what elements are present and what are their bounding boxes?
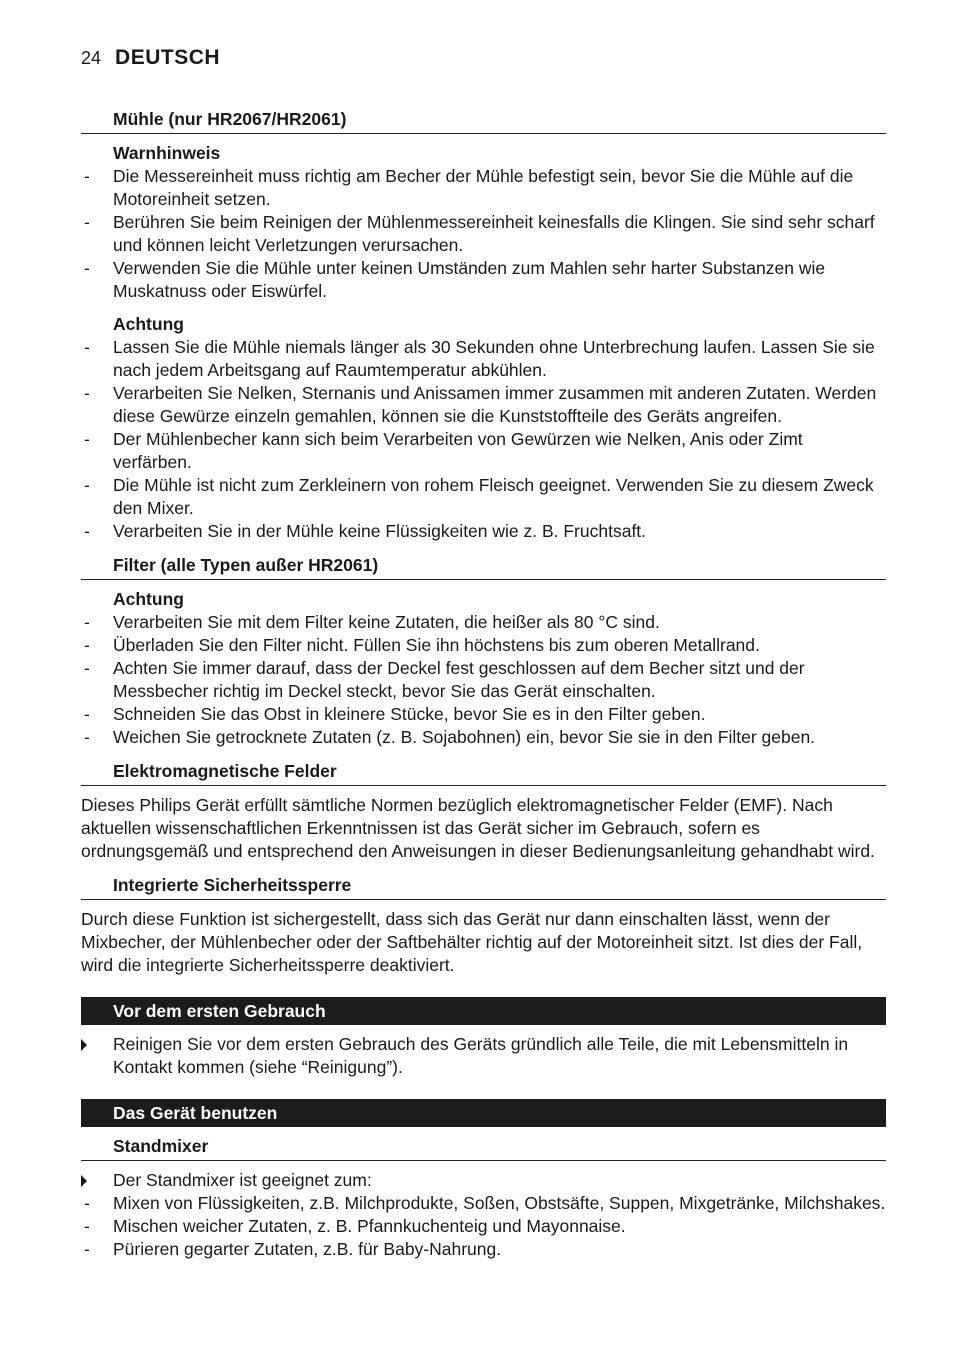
section-title-muehle: Mühle (nur HR2067/HR2061) [113,109,347,129]
list-item: - Überladen Sie den Filter nicht. Füllen Sie ihn höchstens bis zum oberen Metallrand. [81,634,886,657]
list-item: - Verwenden Sie die Mühle unter keinen Umständen zum Mahlen sehr harter Substanzen wie Muskatnuss oder Eiswürfel. [81,257,886,303]
section-rule [81,785,886,786]
page-header [81,46,220,76]
section-title-filter: Filter (alle Typen außer HR2061) [113,555,379,575]
standmixer-label: Standmixer [113,1136,209,1156]
triangle-bullet-icon [81,1175,87,1187]
warnhinweis-label: Warnhinweis [113,143,221,163]
list-item: - Verarbeiten Sie in der Mühle keine Flüssigkeiten wie z. B. Fruchtsaft. [81,520,886,543]
step-text: Der Standmixer ist geeignet zum: [113,1170,372,1190]
step-text: Reinigen Sie vor dem ersten Gebrauch des Geräts gründlich alle Teile, die mit Lebensmitteln in Kontakt kommen (siehe “Reinigung”). [113,1034,849,1077]
list-item: - Berühren Sie beim Reinigen der Mühlenmessereinheit keinesfalls die Klingen. Sie sind sehr scharf und können leicht Verletzungen verursachen. [81,211,886,257]
achtung-label: Achtung [113,314,184,334]
list-item: - Die Messereinheit muss richtig am Becher der Mühle befestigt sein, bevor Sie die Mühle auf die Motoreinheit setzen. [81,165,886,211]
list-item: - Mischen weicher Zutaten, z. B. Pfannkuchenteig und Mayonnaise. [81,1215,886,1238]
step-item [81,1169,886,1192]
language-heading: DEUTSCH [115,46,221,69]
list-item: - Schneiden Sie das Obst in kleinere Stücke, bevor Sie es in den Filter geben. [81,703,886,726]
section-bar-benutzen: Das Gerät benutzen [81,1099,886,1127]
sperre-paragraph: Durch diese Funktion ist sichergestellt, dass sich das Gerät nur dann einschalten lässt, wenn der Mixbecher, der Mühlenbecher oder der Saftbehälter richtig auf der Motoreinheit sitzt. Ist dies der Fall, wird die integrierte Sicherheitssperre deaktiviert. [81,909,863,975]
achtung-label: Achtung [113,589,184,609]
section-rule [81,899,886,900]
list-item: - Achten Sie immer darauf, dass der Deckel fest geschlossen auf dem Becher sitzt und der Messbecher richtig im Deckel steckt, bevor Sie das Gerät einschalten. [81,657,886,703]
list-item: - Weichen Sie getrocknete Zutaten (z. B. Sojabohnen) ein, bevor Sie sie in den Filter geben. [81,726,886,749]
section-title-sperre: Integrierte Sicherheitssperre [113,875,352,895]
achtung-list-filter [81,611,886,749]
step-item [81,1033,886,1079]
page-content [81,107,886,1261]
section-rule [81,579,886,580]
list-item: - Pürieren gegarter Zutaten, z.B. für Baby-Nahrung. [81,1238,886,1261]
list-item: - Lassen Sie die Mühle niemals länger als 30 Sekunden ohne Unterbrechung laufen. Lassen Sie sie nach jedem Arbeitsgang auf Raumtemperatur abkühlen. [81,336,886,382]
emf-paragraph: Dieses Philips Gerät erfüllt sämtliche Normen bezüglich elektromagnetischer Felder (EMF). Nach aktuellen wissenschaftlichen Erkenntnissen ist das Gerät sicher im Gebrauch, sofern es ordnungsgemäß und entsprechend den Anweisungen in dieser Bedienungsanleitung gehandhabt wird. [81,795,875,861]
standmixer-list [81,1192,886,1261]
list-item: - Mixen von Flüssigkeiten, z.B. Milchprodukte, Soßen, Obstsäfte, Suppen, Mixgetränke, Milchshakes. [81,1192,886,1215]
list-item: - Die Mühle ist nicht zum Zerkleinern von rohem Fleisch geeignet. Verwenden Sie zu diesem Zweck den Mixer. [81,474,886,520]
section-bar-vor-gebrauch: Vor dem ersten Gebrauch [81,997,886,1025]
page-number: 24 [81,48,102,68]
list-item: - Verarbeiten Sie Nelken, Sternanis und Anissamen immer zusammen mit anderen Zutaten. Werden diese Gewürze einzeln gemahlen, können sie die Kunststoffteile des Geräts angreifen. [81,382,886,428]
list-item: - Verarbeiten Sie mit dem Filter keine Zutaten, die heißer als 80 °C sind. [81,611,886,634]
section-title-emf: Elektromagnetische Felder [113,761,337,781]
section-rule [81,133,886,134]
list-item: - Der Mühlenbecher kann sich beim Verarbeiten von Gewürzen wie Nelken, Anis oder Zimt verfärben. [81,428,886,474]
achtung-list-muehle [81,336,886,543]
triangle-bullet-icon [81,1039,87,1051]
warnhinweis-list [81,165,886,303]
section-rule [81,1160,886,1161]
